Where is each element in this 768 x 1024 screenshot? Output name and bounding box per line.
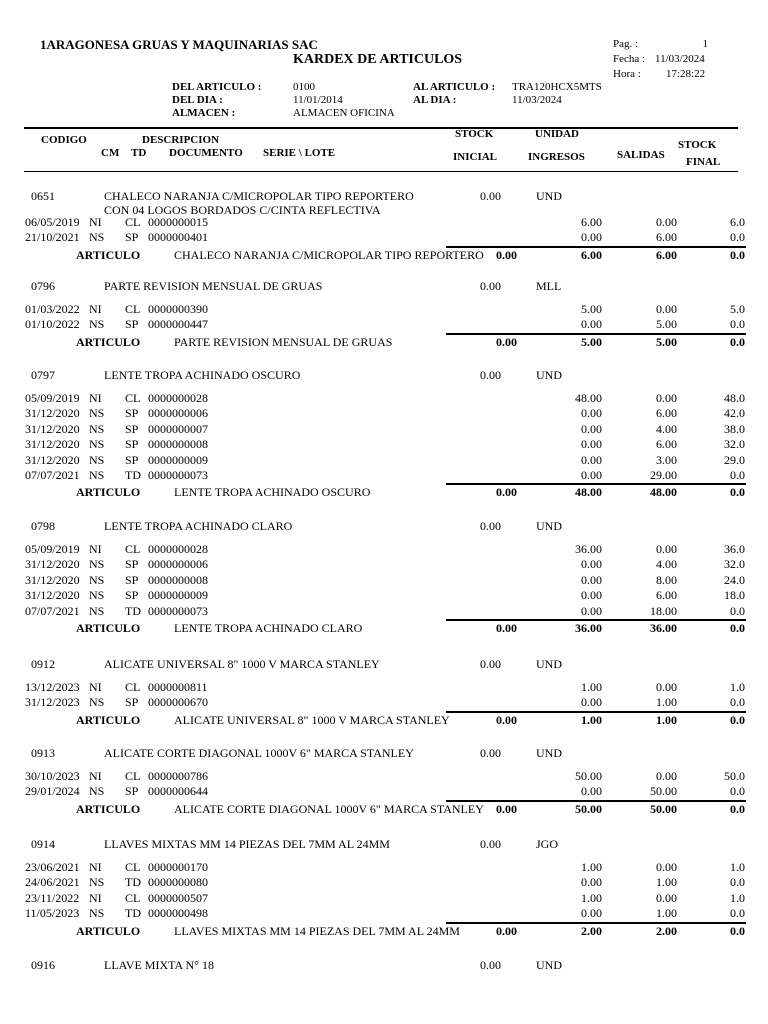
row-ingresos: 48.00: [575, 391, 602, 405]
row-td: TD: [125, 603, 141, 618]
row-ingresos: 1.00: [581, 860, 602, 874]
summary-description: PARTE REVISION MENSUAL DE GRUAS: [174, 334, 393, 349]
row-td: SP: [125, 784, 139, 799]
row-salidas: 5.00: [656, 317, 677, 332]
row-cm: NS: [89, 421, 105, 436]
row-ingresos: 1.00: [581, 680, 602, 694]
item-initial-stock: 0.00: [480, 958, 501, 972]
page-label: Pag. :: [613, 38, 639, 50]
row-salidas: 6.00: [656, 406, 677, 421]
date-label: Fecha :: [613, 53, 646, 65]
summary-salidas: 5.00: [656, 334, 677, 349]
row-date: 31/12/2020: [25, 406, 80, 421]
row-ingresos: 0.00: [581, 468, 602, 482]
row-salidas: 29.00: [650, 468, 677, 482]
row-ingresos: 0.00: [581, 572, 602, 587]
summary-description: ALICATE CORTE DIAGONAL 1000V 6" MARCA STANLEY: [174, 801, 484, 816]
item-unit: UND: [536, 958, 562, 972]
row-cm: NS: [89, 695, 105, 710]
row-td: CL: [125, 215, 141, 229]
row-stock-final: 0.0: [730, 317, 745, 332]
row-document: 0000000390: [148, 302, 208, 316]
to-day-value: 11/03/2024: [512, 94, 562, 106]
from-article-label: DEL ARTICULO :: [172, 81, 262, 93]
row-date: 13/12/2023: [25, 680, 80, 694]
row-cm: NS: [89, 588, 105, 603]
row-cm: NI: [89, 391, 102, 405]
row-date: 29/01/2024: [25, 784, 80, 799]
summary-ingresos: 2.00: [581, 923, 602, 938]
item-unit: JGO: [536, 837, 559, 851]
row-cm: NS: [89, 452, 105, 467]
row-document: 0000000015: [148, 215, 208, 229]
row-cm: NS: [89, 557, 105, 572]
row-stock-final: 50.0: [724, 769, 745, 783]
row-td: SP: [125, 317, 139, 332]
row-td: SP: [125, 406, 139, 421]
row-document: 0000000008: [148, 572, 208, 587]
col-salidas: SALIDAS: [617, 149, 665, 161]
summary-label: ARTICULO: [76, 621, 141, 635]
row-ingresos: 0.00: [581, 875, 602, 890]
row-salidas: 0.00: [656, 302, 677, 316]
item-description: LENTE TROPA ACHINADO OSCURO: [104, 368, 301, 382]
item-description: LLAVE MIXTA N° 18: [104, 958, 214, 972]
item-initial-stock: 0.00: [480, 368, 501, 382]
row-date: 01/03/2022: [25, 302, 80, 316]
col-ingresos: INGRESOS: [528, 151, 585, 163]
row-cm: NI: [89, 215, 102, 229]
row-cm: NS: [89, 437, 105, 452]
item-code: 0797: [31, 368, 55, 382]
row-td: SP: [125, 572, 139, 587]
item-unit: UND: [536, 657, 562, 671]
row-salidas: 6.00: [656, 588, 677, 603]
row-ingresos: 0.00: [581, 452, 602, 467]
item-unit: UND: [536, 519, 562, 533]
row-td: SP: [125, 452, 139, 467]
row-ingresos: 6.00: [581, 215, 602, 229]
from-day-value: 11/01/2014: [293, 94, 343, 106]
row-stock-final: 32.0: [724, 557, 745, 572]
row-td: CL: [125, 302, 141, 316]
row-date: 05/09/2019: [25, 542, 80, 556]
row-salidas: 0.00: [656, 860, 677, 874]
row-document: 0000000009: [148, 588, 208, 603]
item-description: ALICATE UNIVERSAL 8" 1000 V MARCA STANLEY: [104, 657, 380, 671]
row-cm: NS: [89, 784, 105, 799]
row-document: 0000000644: [148, 784, 208, 799]
summary-salidas: 48.00: [650, 485, 677, 500]
item-code: 0912: [31, 657, 55, 671]
row-stock-final: 48.0: [724, 391, 745, 405]
row-td: TD: [125, 906, 141, 921]
row-stock-final: 6.0: [730, 215, 745, 229]
summary-stock-final: 0.0: [730, 923, 745, 938]
row-td: CL: [125, 860, 141, 874]
row-ingresos: 5.00: [581, 302, 602, 316]
header-bottom-rule: [24, 171, 738, 172]
summary-initial-stock: 0.00: [496, 247, 517, 262]
row-date: 31/12/2020: [25, 437, 80, 452]
row-ingresos: 0.00: [581, 603, 602, 618]
row-ingresos: 50.00: [575, 769, 602, 783]
row-document: 0000000073: [148, 468, 208, 482]
row-salidas: 18.00: [650, 603, 677, 618]
row-stock-final: 0.0: [730, 784, 745, 799]
row-stock-final: 18.0: [724, 588, 745, 603]
row-date: 23/06/2021: [25, 860, 80, 874]
warehouse-value: ALMACEN OFICINA: [293, 107, 395, 119]
row-cm: NS: [89, 406, 105, 421]
from-article-value: 0100: [293, 81, 315, 93]
row-td: CL: [125, 680, 141, 694]
summary-label: ARTICULO: [76, 334, 141, 349]
row-date: 21/10/2021: [25, 230, 80, 245]
page-number: 1: [702, 38, 708, 50]
row-salidas: 0.00: [656, 391, 677, 405]
row-cm: NI: [89, 860, 102, 874]
row-td: CL: [125, 391, 141, 405]
summary-description: ALICATE UNIVERSAL 8" 1000 V MARCA STANLEY: [174, 712, 450, 727]
row-date: 01/10/2022: [25, 317, 80, 332]
row-salidas: 4.00: [656, 421, 677, 436]
summary-initial-stock: 0.00: [496, 712, 517, 727]
row-document: 0000000670: [148, 695, 208, 710]
row-salidas: 1.00: [656, 906, 677, 921]
row-document: 0000000028: [148, 542, 208, 556]
item-description: PARTE REVISION MENSUAL DE GRUAS: [104, 279, 323, 293]
row-stock-final: 1.0: [730, 680, 745, 694]
to-article-value: TRA120HCX5MTS: [512, 81, 602, 93]
row-date: 23/11/2022: [25, 890, 80, 905]
row-cm: NI: [89, 890, 102, 905]
summary-stock-final: 0.0: [730, 334, 745, 349]
row-stock-final: 0.0: [730, 468, 745, 482]
row-cm: NS: [89, 317, 105, 332]
summary-stock-final: 0.0: [730, 712, 745, 727]
summary-label: ARTICULO: [76, 712, 141, 727]
row-date: 31/12/2023: [25, 695, 80, 710]
row-td: SP: [125, 588, 139, 603]
item-description: CHALECO NARANJA C/MICROPOLAR TIPO REPORTERO: [104, 189, 414, 203]
col-cm: CM: [101, 147, 120, 159]
row-date: 24/06/2021: [25, 875, 80, 890]
row-td: SP: [125, 421, 139, 436]
row-ingresos: 0.00: [581, 906, 602, 921]
row-ingresos: 0.00: [581, 588, 602, 603]
from-day-label: DEL DIA :: [172, 94, 223, 106]
item-initial-stock: 0.00: [480, 279, 501, 293]
row-document: 0000000498: [148, 906, 208, 921]
row-td: CL: [125, 542, 141, 556]
row-document: 0000000006: [148, 406, 208, 421]
item-description: LLAVES MIXTAS MM 14 PIEZAS DEL 7MM AL 24MM: [104, 837, 390, 851]
item-unit: UND: [536, 368, 562, 382]
row-salidas: 0.00: [656, 215, 677, 229]
item-description: LENTE TROPA ACHINADO CLARO: [104, 519, 293, 533]
row-ingresos: 36.00: [575, 542, 602, 556]
report-title: KARDEX DE ARTICULOS: [293, 52, 463, 67]
item-code: 0798: [31, 519, 55, 533]
row-date: 05/09/2019: [25, 391, 80, 405]
row-td: SP: [125, 437, 139, 452]
row-td: TD: [125, 875, 141, 890]
row-document: 0000000006: [148, 557, 208, 572]
row-td: SP: [125, 695, 139, 710]
row-salidas: 1.00: [656, 875, 677, 890]
row-salidas: 4.00: [656, 557, 677, 572]
row-stock-final: 32.0: [724, 437, 745, 452]
summary-description: CHALECO NARANJA C/MICROPOLAR TIPO REPORTERO: [174, 247, 484, 262]
row-ingresos: 0.00: [581, 695, 602, 710]
row-salidas: 6.00: [656, 230, 677, 245]
summary-ingresos: 5.00: [581, 334, 602, 349]
item-code: 0914: [31, 837, 55, 851]
item-initial-stock: 0.00: [480, 837, 501, 851]
col-stock-inicial-bottom: INICIAL: [453, 151, 498, 163]
row-salidas: 6.00: [656, 437, 677, 452]
row-date: 30/10/2023: [25, 769, 80, 783]
row-salidas: 8.00: [656, 572, 677, 587]
summary-label: ARTICULO: [76, 801, 141, 816]
row-date: 31/12/2020: [25, 421, 80, 436]
row-ingresos: 0.00: [581, 557, 602, 572]
row-salidas: 1.00: [656, 695, 677, 710]
summary-stock-final: 0.0: [730, 485, 745, 500]
row-salidas: 0.00: [656, 890, 677, 905]
row-document: 0000000007: [148, 421, 208, 436]
row-stock-final: 1.0: [730, 860, 745, 874]
summary-initial-stock: 0.00: [496, 334, 517, 349]
row-stock-final: 36.0: [724, 542, 745, 556]
row-stock-final: 24.0: [724, 572, 745, 587]
item-initial-stock: 0.00: [480, 746, 501, 760]
row-date: 31/12/2020: [25, 452, 80, 467]
row-salidas: 0.00: [656, 769, 677, 783]
row-td: SP: [125, 557, 139, 572]
row-stock-final: 0.0: [730, 230, 745, 245]
summary-ingresos: 1.00: [581, 712, 602, 727]
summary-label: ARTICULO: [76, 485, 141, 500]
row-date: 31/12/2020: [25, 572, 80, 587]
row-td: SP: [125, 230, 139, 245]
item-unit: MLL: [536, 279, 562, 293]
row-date: 31/12/2020: [25, 588, 80, 603]
warehouse-label: ALMACEN :: [172, 107, 236, 119]
summary-salidas: 1.00: [656, 712, 677, 727]
row-stock-final: 0.0: [730, 906, 745, 921]
row-stock-final: 29.0: [724, 452, 745, 467]
row-date: 31/12/2020: [25, 557, 80, 572]
row-salidas: 50.00: [650, 784, 677, 799]
summary-ingresos: 36.00: [575, 621, 602, 635]
summary-initial-stock: 0.00: [496, 621, 517, 635]
row-ingresos: 0.00: [581, 230, 602, 245]
row-salidas: 3.00: [656, 452, 677, 467]
row-document: 0000000170: [148, 860, 208, 874]
row-document: 0000000507: [148, 890, 208, 905]
company-name: 1ARAGONESA GRUAS Y MAQUINARIAS SAC: [40, 37, 318, 52]
row-document: 0000000447: [148, 317, 208, 332]
summary-initial-stock: 0.00: [496, 923, 517, 938]
row-td: TD: [125, 468, 141, 482]
row-ingresos: 0.00: [581, 406, 602, 421]
time-label: Hora :: [613, 68, 641, 80]
to-day-label: AL DIA :: [413, 94, 457, 106]
row-cm: NS: [89, 603, 105, 618]
row-td: CL: [125, 769, 141, 783]
col-descripcion: DESCRIPCION: [142, 134, 220, 146]
summary-description: LENTE TROPA ACHINADO CLARO: [174, 621, 363, 635]
row-td: CL: [125, 890, 141, 905]
row-cm: NS: [89, 230, 105, 245]
summary-ingresos: 50.00: [575, 801, 602, 816]
row-ingresos: 0.00: [581, 317, 602, 332]
row-date: 07/07/2021: [25, 603, 80, 618]
row-salidas: 0.00: [656, 680, 677, 694]
row-cm: NS: [89, 468, 105, 482]
col-stock-inicial-top: STOCK: [455, 128, 494, 140]
row-stock-final: 42.0: [724, 406, 745, 421]
summary-salidas: 50.00: [650, 801, 677, 816]
summary-salidas: 2.00: [656, 923, 677, 938]
row-stock-final: 0.0: [730, 603, 745, 618]
row-date: 11/05/2023: [25, 906, 80, 921]
row-cm: NI: [89, 769, 102, 783]
col-stock-final-top: STOCK: [678, 139, 717, 151]
summary-stock-final: 0.0: [730, 247, 745, 262]
row-stock-final: 1.0: [730, 890, 745, 905]
col-documento: DOCUMENTO: [169, 147, 243, 159]
row-document: 0000000786: [148, 769, 208, 783]
item-code: 0913: [31, 746, 55, 760]
summary-stock-final: 0.0: [730, 801, 745, 816]
time-value: 17:28:22: [666, 68, 706, 80]
row-document: 0000000028: [148, 391, 208, 405]
item-initial-stock: 0.00: [480, 657, 501, 671]
item-unit: UND: [536, 746, 562, 760]
row-cm: NI: [89, 302, 102, 316]
summary-label: ARTICULO: [76, 923, 141, 938]
summary-ingresos: 6.00: [581, 247, 602, 262]
item-initial-stock: 0.00: [480, 519, 501, 533]
item-code: 0916: [31, 958, 55, 972]
row-ingresos: 0.00: [581, 421, 602, 436]
row-stock-final: 38.0: [724, 421, 745, 436]
item-code: 0796: [31, 279, 55, 293]
item-code: 0651: [31, 189, 55, 203]
item-initial-stock: 0.00: [480, 189, 501, 203]
summary-description: LENTE TROPA ACHINADO OSCURO: [174, 485, 371, 500]
row-stock-final: 0.0: [730, 875, 745, 890]
row-document: 0000000401: [148, 230, 208, 245]
row-date: 07/07/2021: [25, 468, 80, 482]
col-codigo: CODIGO: [41, 134, 87, 146]
summary-initial-stock: 0.00: [496, 485, 517, 500]
col-unidad: UNIDAD: [535, 128, 579, 140]
summary-description: LLAVES MIXTAS MM 14 PIEZAS DEL 7MM AL 24MM: [174, 923, 460, 938]
summary-stock-final: 0.0: [730, 621, 745, 635]
row-document: 0000000073: [148, 603, 208, 618]
summary-salidas: 6.00: [656, 247, 677, 262]
col-td: TD: [131, 147, 147, 159]
col-serie-lote: SERIE \ LOTE: [263, 147, 336, 159]
row-cm: NS: [89, 906, 105, 921]
row-stock-final: 5.0: [730, 302, 745, 316]
summary-salidas: 36.00: [650, 621, 677, 635]
row-date: 06/05/2019: [25, 215, 80, 229]
summary-ingresos: 48.00: [575, 485, 602, 500]
row-ingresos: 1.00: [581, 890, 602, 905]
row-stock-final: 0.0: [730, 695, 745, 710]
row-cm: NI: [89, 680, 102, 694]
item-unit: UND: [536, 189, 562, 203]
header-top-rule: [24, 127, 738, 129]
item-description-continued: CON 04 LOGOS BORDADOS C/CINTA REFLECTIVA: [104, 203, 381, 217]
to-article-label: AL ARTICULO :: [413, 81, 496, 93]
col-stock-final-bottom: FINAL: [686, 156, 721, 168]
item-description: ALICATE CORTE DIAGONAL 1000V 6" MARCA STANLEY: [104, 746, 414, 760]
summary-initial-stock: 0.00: [496, 801, 517, 816]
row-cm: NS: [89, 572, 105, 587]
date-value: 11/03/2024: [655, 53, 705, 65]
row-cm: NI: [89, 542, 102, 556]
row-document: 0000000080: [148, 875, 208, 890]
row-cm: NS: [89, 875, 105, 890]
row-ingresos: 0.00: [581, 784, 602, 799]
row-salidas: 0.00: [656, 542, 677, 556]
row-document: 0000000008: [148, 437, 208, 452]
summary-label: ARTICULO: [76, 247, 141, 262]
row-document: 0000000811: [148, 680, 208, 694]
row-document: 0000000009: [148, 452, 208, 467]
row-ingresos: 0.00: [581, 437, 602, 452]
